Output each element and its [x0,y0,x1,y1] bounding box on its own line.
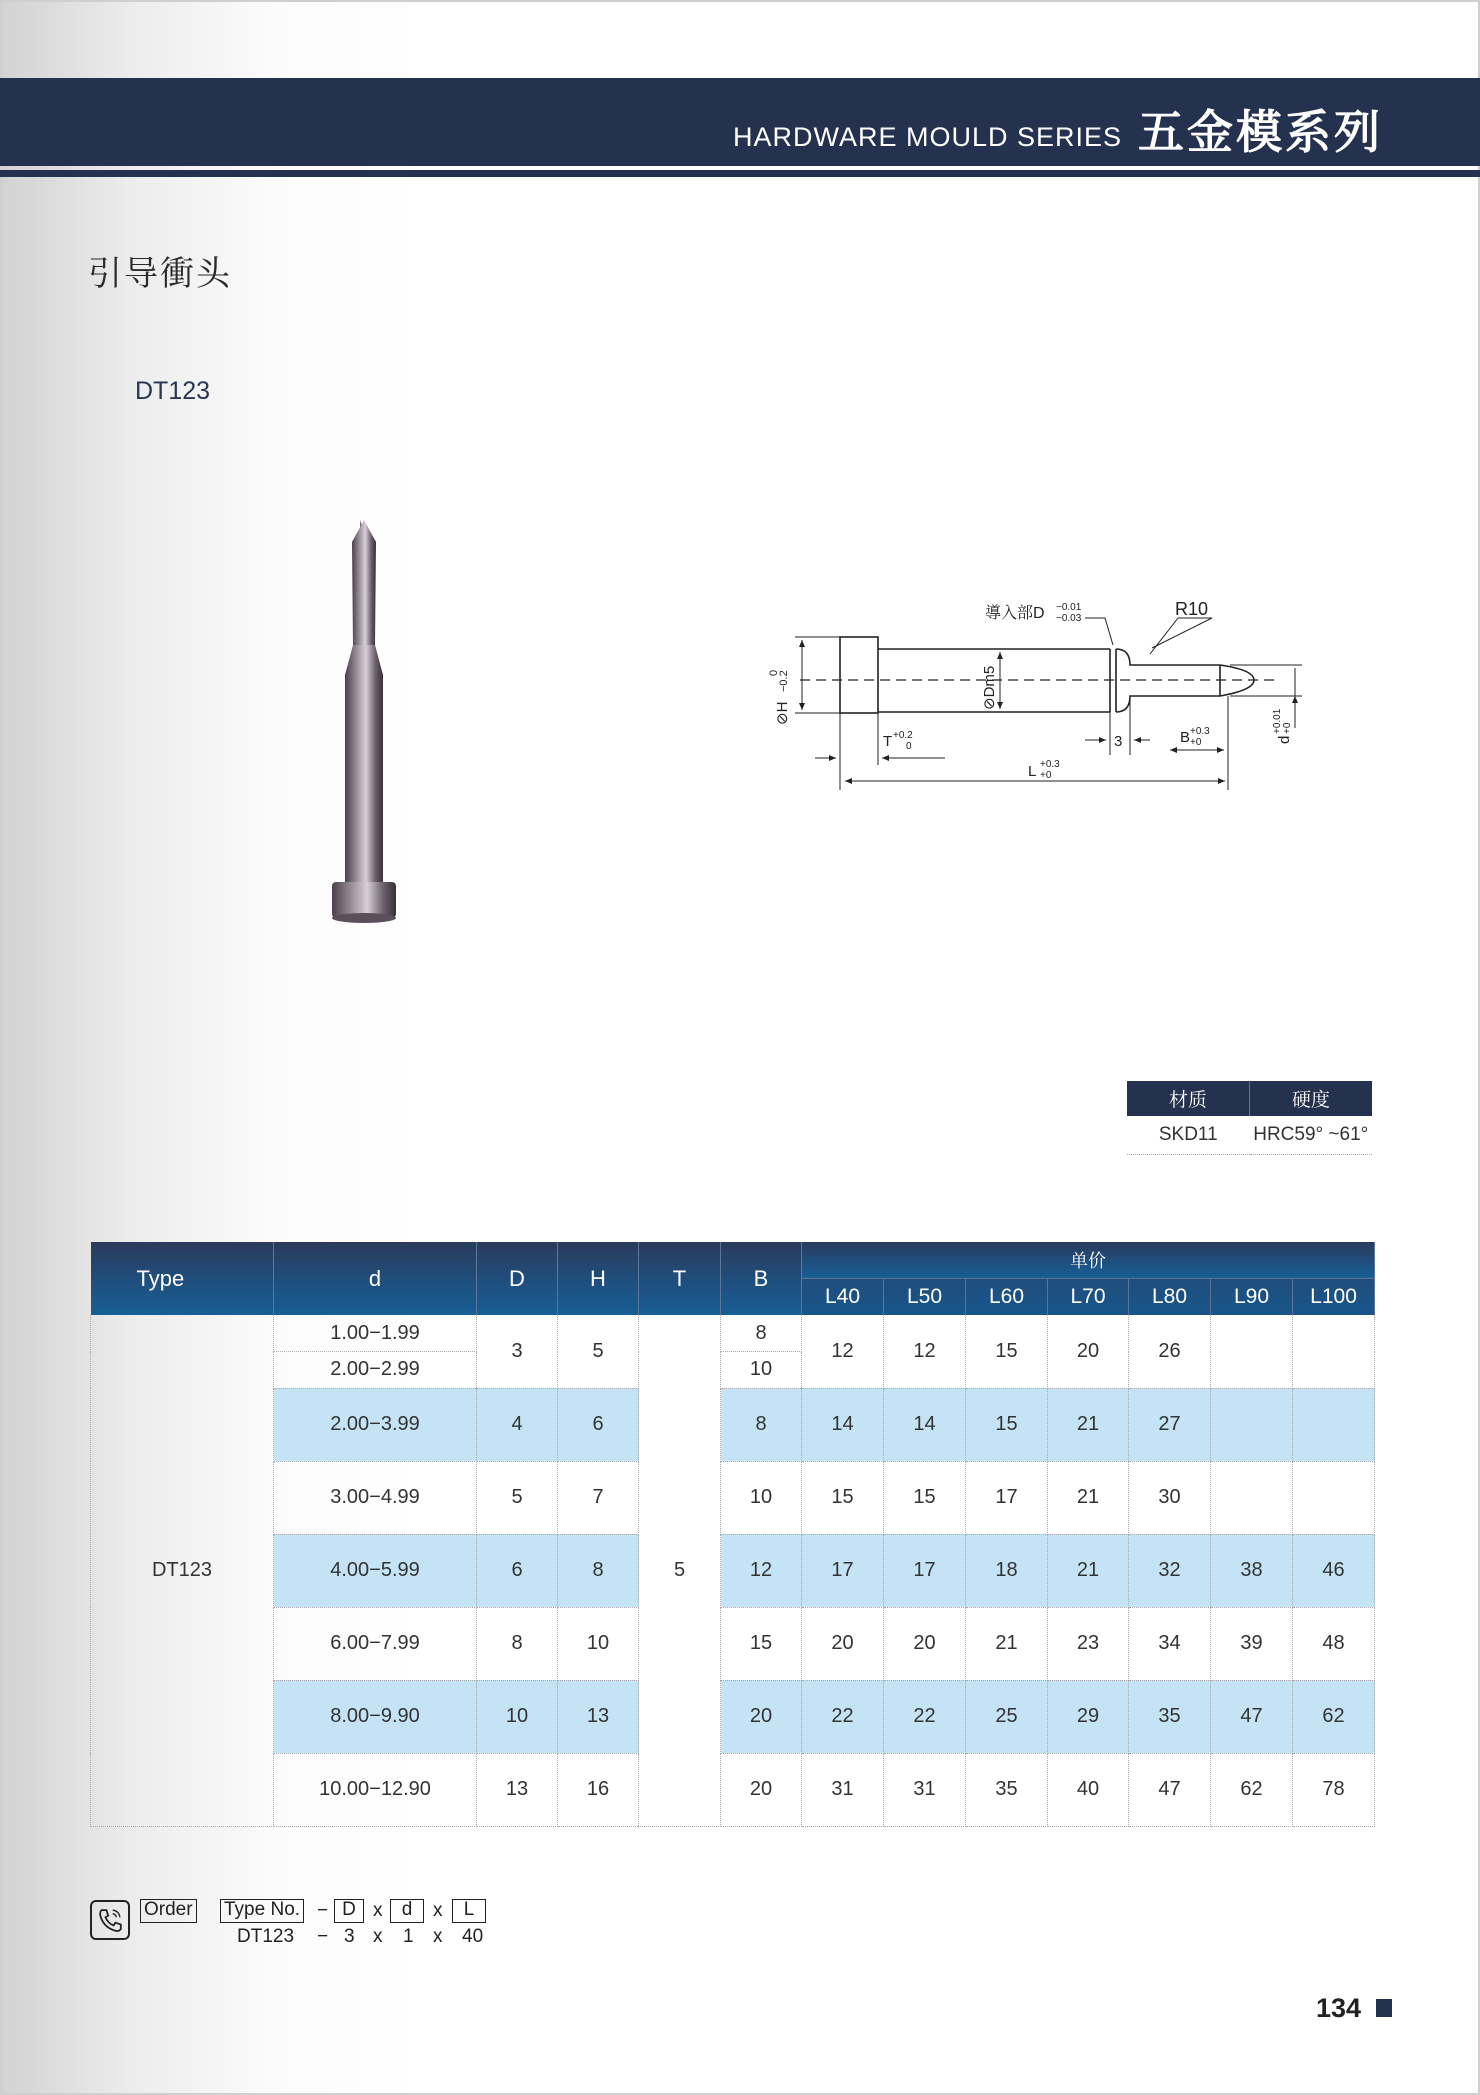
example-D: 3 [344,1926,355,1947]
order-example [90,1897,510,1977]
price-cell: 21 [1048,1461,1129,1534]
material-value: SKD11 [1127,1116,1250,1154]
price-cell: 38 [1211,1534,1293,1607]
table-row [91,1753,1375,1826]
order-D: D [334,1899,364,1923]
example-dash: − [317,1926,329,1947]
D-cell: 10 [477,1680,558,1753]
d-cell: 8.00−9.90 [274,1680,477,1753]
shank-dia-label: ⊘Dm5 [981,665,998,710]
price-cell: 40 [1048,1753,1129,1826]
header-l90: L90 [1211,1278,1293,1315]
header-B: B [721,1242,802,1315]
B-cell: 15 [721,1607,802,1680]
d-cell: 3.00−4.99 [274,1461,477,1534]
example-L: 40 [462,1926,484,1947]
b-tol-upper: +0.3 [1190,726,1210,737]
t-label: T [883,733,893,750]
H-cell: 5 [558,1315,639,1388]
t-tol-upper: +0.2 [893,730,913,741]
d-cell: 2.00−3.99 [274,1388,477,1461]
hardness-header: 硬度 [1250,1081,1373,1116]
example-times-2: x [433,1926,443,1947]
header-T: T [639,1242,721,1315]
b-label: B [1180,729,1191,746]
D-cell: 8 [477,1607,558,1680]
page-number: 134 [1316,1993,1362,2023]
series-title-en: HARDWARE MOULD SERIES [732,122,1122,152]
price-cell: 21 [1048,1388,1129,1461]
punch-photo [320,520,410,925]
order-dash: − [317,1900,329,1921]
t-tol-lower: 0 [906,741,912,752]
header-l50: L50 [884,1278,966,1315]
price-cell [1293,1315,1375,1388]
price-cell: 78 [1293,1753,1375,1826]
d-cell: 4.00−5.99 [274,1534,477,1607]
H-cell: 13 [558,1680,639,1753]
price-cell: 32 [1129,1534,1211,1607]
order-times-1: x [373,1900,383,1921]
price-cell: 14 [884,1388,966,1461]
price-cell [1211,1315,1293,1388]
table-row [91,1388,1375,1461]
H-cell: 7 [558,1461,639,1534]
tip-tol-lower: +0 [1282,722,1293,734]
price-cell: 46 [1293,1534,1375,1607]
price-cell [1211,1461,1293,1534]
header-rule [0,170,1480,177]
length-tol-upper: +0.3 [1040,759,1060,770]
order-type-no: Type No. [220,1899,304,1923]
table-row [91,1534,1375,1607]
d-cell: 10.00−12.90 [274,1753,477,1826]
price-cell: 47 [1129,1753,1211,1826]
price-cell: 20 [802,1607,884,1680]
example-type: DT123 [237,1926,295,1947]
H-cell: 6 [558,1388,639,1461]
B-cell: 8 [721,1315,802,1352]
table-row [91,1315,1375,1352]
price-cell: 30 [1129,1461,1211,1534]
price-cell: 15 [966,1388,1048,1461]
header-H: H [558,1242,639,1315]
price-cell: 25 [966,1680,1048,1753]
price-cell [1293,1461,1375,1534]
header-l60: L60 [966,1278,1048,1315]
section-title: 引导衝头 [88,254,232,294]
price-cell: 20 [884,1607,966,1680]
T-cell: 5 [639,1315,721,1826]
series-title-cn: 五金模系列 [1138,105,1383,159]
D-cell: 13 [477,1753,558,1826]
price-cell: 26 [1129,1315,1211,1388]
material-header: 材质 [1127,1081,1250,1116]
hardness-value: HRC59° ~61° [1250,1116,1373,1154]
header-type: Type [91,1242,274,1315]
length-label: L [1028,763,1037,780]
table-row [91,1607,1375,1680]
D-cell: 3 [477,1315,558,1388]
price-cell: 35 [1129,1680,1211,1753]
neck-length-label: 3 [1114,733,1123,750]
length-tol-lower: +0 [1040,770,1052,781]
price-cell: 22 [802,1680,884,1753]
price-cell: 27 [1129,1388,1211,1461]
order-times-2: x [433,1900,443,1921]
price-cell: 21 [1048,1534,1129,1607]
example-times-1: x [373,1926,383,1947]
price-cell: 17 [802,1534,884,1607]
price-cell: 21 [966,1607,1048,1680]
price-cell: 39 [1211,1607,1293,1680]
price-cell: 31 [802,1753,884,1826]
price-cell: 17 [884,1534,966,1607]
D-cell: 6 [477,1534,558,1607]
price-cell: 34 [1129,1607,1211,1680]
lead-tol-lower: −0.03 [1056,613,1082,624]
B-cell: 20 [721,1680,802,1753]
price-cell: 62 [1211,1753,1293,1826]
H-cell: 10 [558,1607,639,1680]
D-cell: 4 [477,1388,558,1461]
price-cell [1293,1388,1375,1461]
price-cell: 23 [1048,1607,1129,1680]
header-D: D [477,1242,558,1315]
example-d: 1 [403,1926,414,1947]
B-cell: 20 [721,1753,802,1826]
price-cell: 35 [966,1753,1048,1826]
price-cell: 20 [1048,1315,1129,1388]
price-cell: 18 [966,1534,1048,1607]
B-cell: 10 [721,1352,802,1389]
material-table [1127,1081,1372,1155]
price-cell: 15 [884,1461,966,1534]
order-L: L [452,1899,486,1923]
header-price: 单价 [802,1242,1375,1278]
price-cell: 15 [802,1461,884,1534]
price-cell: 48 [1293,1607,1375,1680]
lead-tol-upper: −0.01 [1056,602,1082,613]
price-cell: 12 [884,1315,966,1388]
price-cell: 17 [966,1461,1048,1534]
table-row [91,1680,1375,1753]
table-row [91,1461,1375,1534]
head-tol-upper: 0 [768,669,780,676]
d-cell: 6.00−7.99 [274,1607,477,1680]
order-label: Order [140,1899,197,1923]
H-cell: 8 [558,1534,639,1607]
D-cell: 5 [477,1461,558,1534]
order-d: d [390,1899,424,1923]
d-cell: 2.00−2.99 [274,1352,477,1389]
price-cell [1211,1388,1293,1461]
tip-dia-label: d [1276,735,1293,744]
tip-tol-upper: +0.01 [1272,708,1283,734]
price-cell: 15 [966,1315,1048,1388]
header-l100: L100 [1293,1278,1375,1315]
lead-label: 導入部D [985,605,1045,622]
B-cell: 10 [721,1461,802,1534]
type-cell: DT123 [91,1315,274,1826]
header-d: d [274,1242,477,1315]
spec-table [90,1242,1375,1827]
d-cell: 1.00−1.99 [274,1315,477,1352]
price-cell: 31 [884,1753,966,1826]
model-code: DT123 [135,377,211,405]
head-dia-label: ⊘H [774,701,791,725]
b-tol-lower: +0 [1190,737,1202,748]
price-cell: 62 [1293,1680,1375,1753]
B-cell: 8 [721,1388,802,1461]
price-cell: 14 [802,1388,884,1461]
header-l40: L40 [802,1278,884,1315]
B-cell: 12 [721,1534,802,1607]
price-cell: 22 [884,1680,966,1753]
head-tol-lower: −0.2 [778,670,790,692]
phone-icon [90,1900,130,1940]
header-l70: L70 [1048,1278,1129,1315]
page-number-marker [1376,1999,1392,2017]
header-l80: L80 [1129,1278,1211,1315]
H-cell: 16 [558,1753,639,1826]
price-cell: 29 [1048,1680,1129,1753]
price-cell: 12 [802,1315,884,1388]
technical-drawing [750,590,1320,800]
price-cell: 47 [1211,1680,1293,1753]
radius-label: R10 [1175,599,1209,619]
